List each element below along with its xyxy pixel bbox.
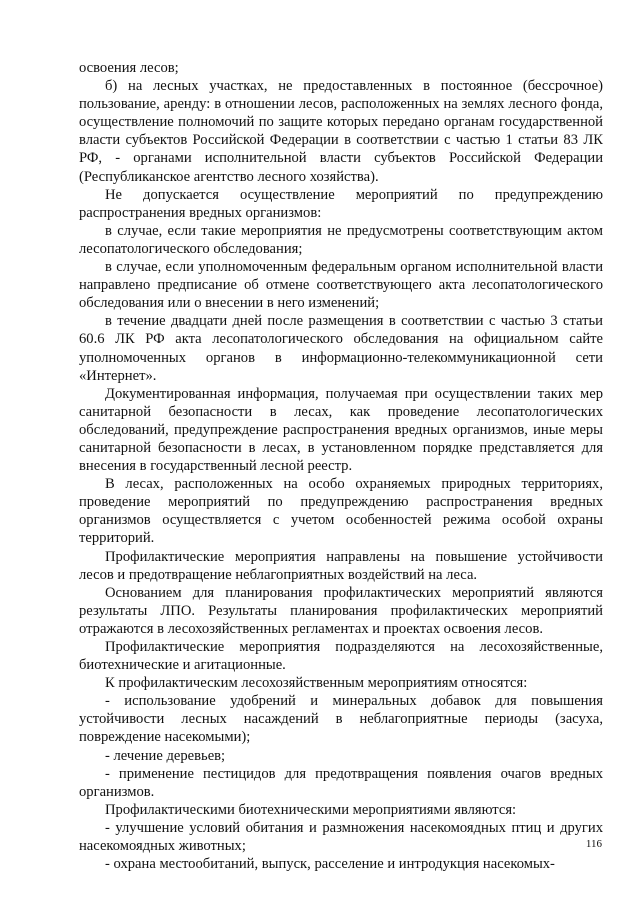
paragraph-8: В лесах, расположенных на особо охраняемых природных территориях, проведение мероприятий по предупреждению распространения вредных организмов осуществляется с учетом особенностей режима особой охраны территорий. — [79, 476, 603, 547]
paragraph-3: Не допускается осуществление мероприятий по предупреждению распространения вредных организмов: — [79, 186, 603, 221]
paragraph-4: в случае, если такие мероприятия не предусмотрены соответствующим актом лесопатологического обследования; — [79, 222, 603, 257]
list-item-birds: - улучшение условий обитания и размножения насекомоядных птиц и других насекомоядных животных; — [79, 819, 603, 855]
paragraph-biotechnical: Профилактическими биотехническими мероприятиями являются: — [105, 801, 517, 818]
paragraph-2: б) на лесных участках, не предоставленных в постоянное (бессрочное) пользование, аренду: в отношении лесов, расположенных на землях лесного фонда, осуществление полномочий по защите которых передано органам государственной власти субъектов Российской Федерации в соответствии с частью 1 статьи 83 ЛК РФ, - органами исполнительной власти субъектов Российской Федерации (Республиканское агентство лесного хозяйства). — [79, 78, 603, 185]
document-body — [79, 59, 603, 873]
list-item-habitat: - охрана местообитаний, выпуск, расселение и интродукция насекомых- — [105, 856, 555, 873]
page-number: 116 — [585, 838, 602, 850]
paragraph-10: Основанием для планирования профилактических мероприятий являются результаты ЛПО. Результаты планирования профилактических мероприятий отражаются в лесохозяйственных регламентах и проектах освоения лесов. — [79, 584, 603, 637]
paragraph-6: в течение двадцати дней после размещения в соответствии с частью 3 статьи 60.6 ЛК РФ акта лесопатологического обследования на официальном сайте уполномоченных органов в информационно-телекоммуникационной сети «Интернет». — [79, 313, 603, 384]
list-item-pesticides: - применение пестицидов для предотвращения появления очагов вредных организмов. — [79, 765, 603, 800]
paragraph-5: в случае, если уполномоченным федеральным органом исполнительной власти направлено предписание об отмене соответствующего акта лесопатологического обследования или о внесении в него изменений; — [79, 259, 603, 312]
list-item-fertilizers: - использование удобрений и минеральных добавок для повышения устойчивости лесных насаждений в неблагоприятные периоды (засуха, повреждение насекомыми); — [79, 693, 603, 746]
paragraph-11: Профилактические мероприятия подразделяются на лесохозяйственные, биотехнические и агитационные. — [79, 639, 603, 674]
paragraph-7: Документированная информация, получаемая при осуществлении таких мер санитарной безопасности в лесах, как проведение лесопатологических обследований, предупреждение распространения вредных организмов, иные меры санитарной безопасности в лесах, в установленном порядке представляется для внесения в государственный лесной реестр. — [79, 385, 603, 475]
paragraph-9: Профилактические мероприятия направлены на повышение устойчивости лесов и предотвращение неблагоприятных воздействий на леса. — [79, 548, 603, 583]
paragraph-1: освоения лесов; — [79, 60, 179, 76]
paragraph-12: К профилактическим лесохозяйственным мероприятиям относятся: — [105, 675, 528, 692]
list-item-tree-treatment: - лечение деревьев; — [105, 747, 226, 764]
